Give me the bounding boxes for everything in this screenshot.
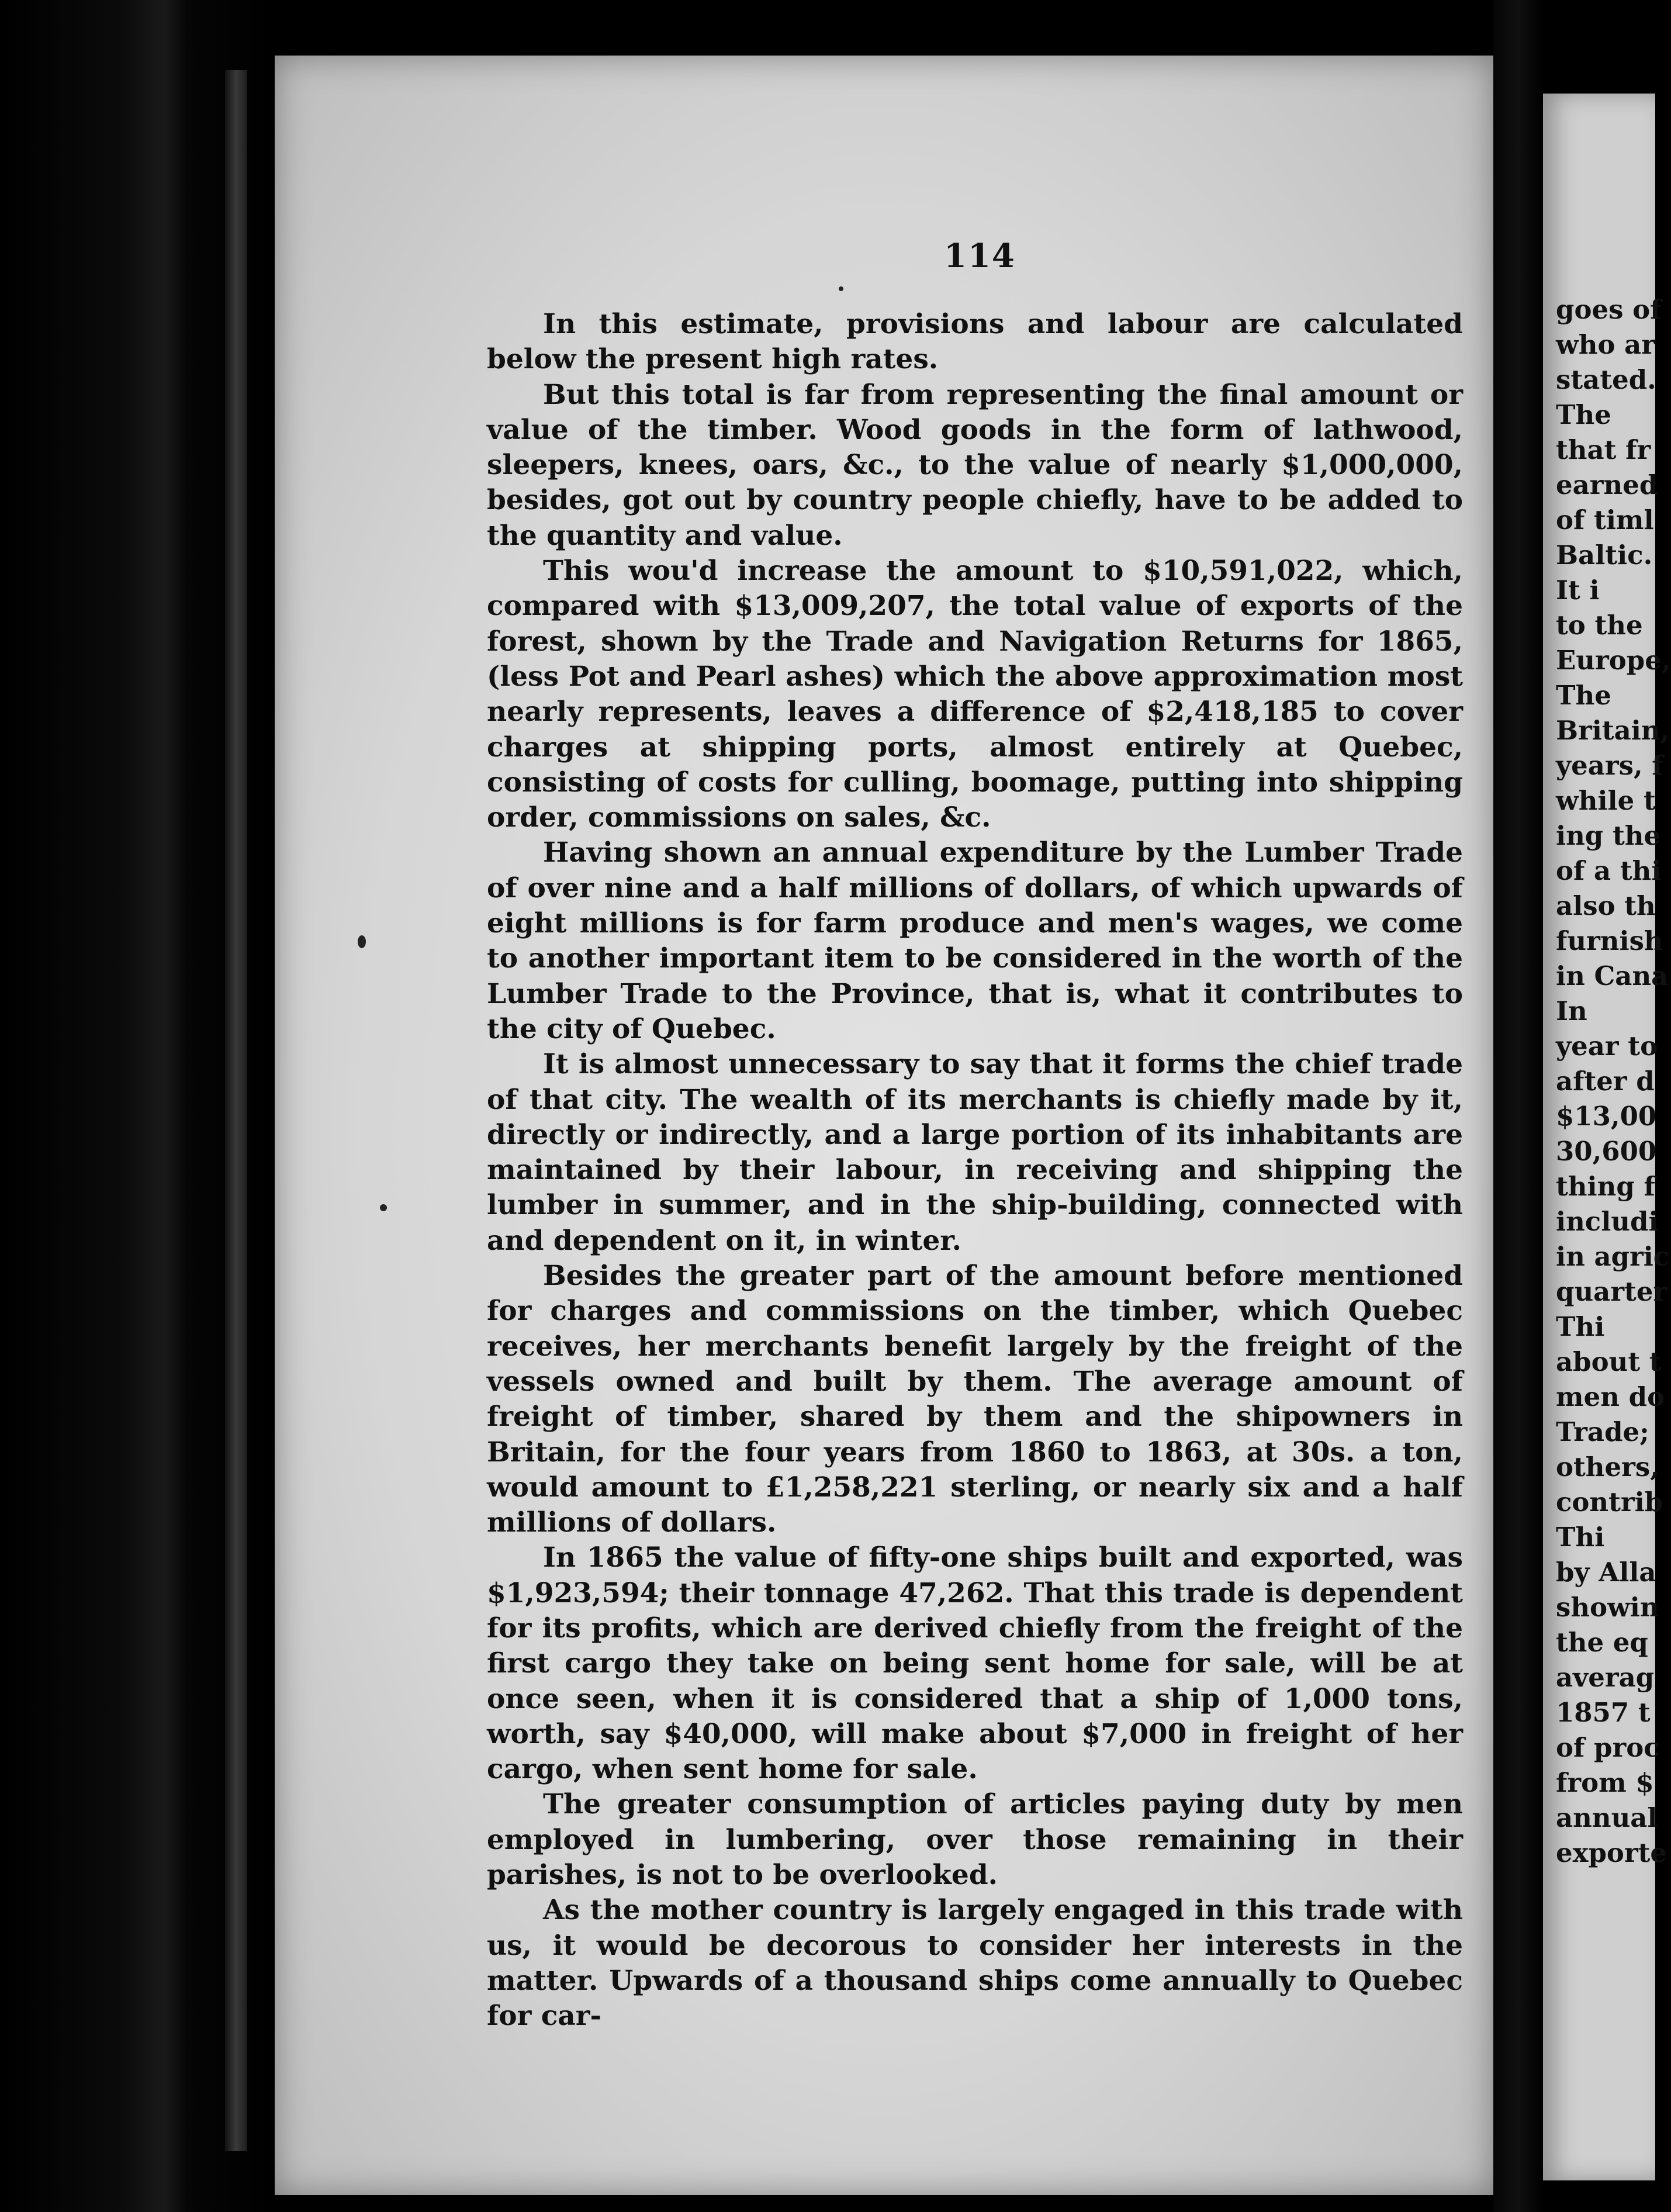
adjacent-page-line: averag <box>1556 1662 1655 1693</box>
adjacent-page-line: also th <box>1556 890 1656 921</box>
ink-speck <box>380 1204 387 1211</box>
adjacent-page-line: furnish <box>1556 925 1663 956</box>
adjacent-page-line: who ar <box>1556 329 1656 360</box>
adjacent-page-line: of proc <box>1556 1732 1660 1763</box>
adjacent-page-line: while t <box>1556 785 1656 816</box>
adjacent-page-line: ing the <box>1556 820 1661 851</box>
adjacent-page-line: 30,600 <box>1556 1136 1657 1167</box>
adjacent-page-line: after d <box>1556 1066 1655 1097</box>
adjacent-page-line: the eq <box>1556 1627 1648 1658</box>
adjacent-page-line: by Alla <box>1556 1557 1656 1588</box>
adjacent-page-line: Thi <box>1556 1311 1605 1342</box>
paragraph-4: Having shown an annual expenditure by the Lumber Trade of over nine and a half millions of dollars, of which upwards of eight millions is for farm produce and men's wages, we come to another important item to be considered in the worth of the Lumber Trade to the Province, that is, what it contributes to the city of Quebec. <box>487 837 1463 1045</box>
adjacent-page-line: contrib <box>1556 1487 1663 1518</box>
adjacent-page-line: 1857 t <box>1556 1697 1651 1728</box>
adjacent-page-line: showin <box>1556 1592 1659 1623</box>
adjacent-page-line: Baltic. <box>1556 540 1653 571</box>
paragraph-3: This wou'd increase the amount to $10,591,022, which, compared with $13,009,207, the total value of exports of the forest, shown by the Trade and Navigation Returns for 1865, (less Pot and Pearl ashes) which the above approximation most nearly represents, leaves a difference of $2,418,185 to cover charges at shipping ports, almost entirely at Quebec, consisting of costs for culling, boomage, putting into shipping order, commissions on sales, &c. <box>487 555 1463 834</box>
adjacent-page-line: stated. <box>1556 364 1656 395</box>
paragraph-5: It is almost unnecessary to say that it forms the chief trade of that city. The wealth of its merchants is chiefly made by it, directly or indirectly, and a large portion of its inhabitants are maintained by their labour, in receiving and shipping the lumber in summer, and in the ship-building, connected with and dependent on it, in winter. <box>487 1048 1463 1257</box>
paragraph-2: But this total is far from representing the final amount or value of the timber. Wood goods in the form of lathwood, sleepers, knees, oars, &c., to the value of nearly $1,000,000, besides, got out by country people chiefly, have to be added to the quantity and value. <box>487 378 1463 552</box>
paragraph-6: Besides the greater part of the amount before mentioned for charges and commissions on the timber, which Quebec receives, her merchants benefit largely by the freight of the vessels owned and built by them. The average amount of freight of timber, shared by them and the shipowners in Britain, for the four years from 1860 to 1863, at 30s. a ton, would amount to £1,258,221 sterling, or nearly six and a half millions of dollars. <box>487 1260 1463 1539</box>
adjacent-page-line: years, f <box>1556 750 1663 781</box>
paragraph-1: In this estimate, provisions and labour are calculated below the present high rates. <box>487 308 1463 376</box>
adjacent-page-line: In <box>1556 996 1587 1026</box>
page-number: 114 <box>944 237 1016 275</box>
adjacent-page-line: Thi <box>1556 1522 1605 1553</box>
adjacent-page-line: of a thi <box>1556 855 1662 886</box>
adjacent-page-line: year to <box>1556 1031 1658 1062</box>
adjacent-page-line: It i <box>1556 575 1600 606</box>
page-gutter <box>1493 0 1543 2212</box>
adjacent-page-line: Trade; <box>1556 1416 1649 1447</box>
paragraph-8: The greater consumption of articles paying duty by men employed in lumbering, over those remaining in their parishes, is not to be overlooked. <box>487 1788 1463 1892</box>
paragraph-9: As the mother country is largely engaged in this trade with us, it would be decorous to consider her interests in the matter. Upwards of a thousand ships come annually to Quebec for car- <box>487 1894 1463 2033</box>
adjacent-page-line: includi <box>1556 1206 1659 1237</box>
page-body-text <box>487 307 1463 2034</box>
adjacent-page-line: annual <box>1556 1802 1658 1833</box>
adjacent-page-line: goes of <box>1556 294 1662 325</box>
ink-speck <box>839 286 843 291</box>
ink-speck <box>358 935 366 948</box>
adjacent-page-line: The <box>1556 399 1611 430</box>
adjacent-page-line: quarter <box>1556 1276 1667 1307</box>
binding-stripe <box>225 70 247 2151</box>
adjacent-page-line: exporte <box>1556 1837 1667 1868</box>
adjacent-page-line: others, <box>1556 1451 1659 1482</box>
adjacent-page-line: men do <box>1556 1381 1665 1412</box>
adjacent-page-line: about t <box>1556 1346 1662 1377</box>
adjacent-page-line: of timl <box>1556 504 1654 535</box>
adjacent-page-line: that fr <box>1556 434 1651 465</box>
adjacent-page-line: in agric <box>1556 1241 1670 1272</box>
adjacent-page-line: thing f <box>1556 1171 1655 1202</box>
adjacent-page-line: Britain, <box>1556 715 1670 746</box>
adjacent-page-line: The <box>1556 680 1611 711</box>
adjacent-page-line: to the <box>1556 610 1643 641</box>
adjacent-page-text <box>1556 292 1671 1871</box>
adjacent-page-line: in Cana <box>1556 960 1669 991</box>
adjacent-page-line: earned <box>1556 469 1658 500</box>
adjacent-page-line: Europe, <box>1556 645 1671 676</box>
adjacent-page-line: from $ <box>1556 1767 1654 1798</box>
adjacent-page-line: $13,00 <box>1556 1101 1657 1132</box>
paragraph-7: In 1865 the value of fifty-one ships built and exported, was $1,923,594; their tonnage 47,262. That this trade is dependent for its profits, which are derived chiefly from the freight of the first cargo they take on being sent home for sale, will be at once seen, when it is considered that a ship of 1,000 tons, worth, say $40,000, will make about $7,000 in freight of her cargo, when sent home for sale. <box>487 1542 1463 1786</box>
